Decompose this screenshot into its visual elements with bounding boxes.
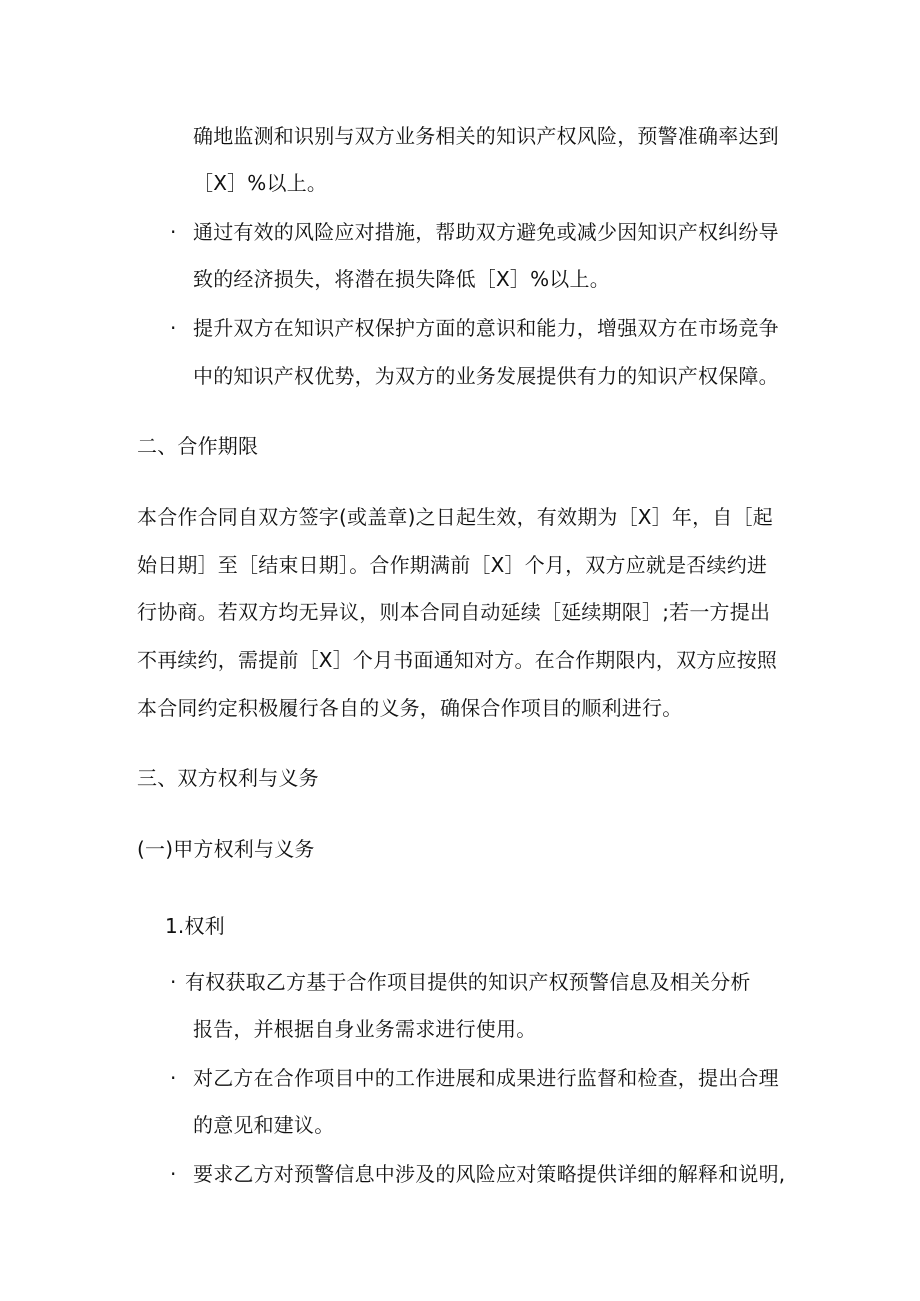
section-3-heading: 三、双方权利与义务 bbox=[137, 766, 319, 790]
section-2-heading: 二、合作期限 bbox=[137, 434, 259, 458]
section-2-paragraph-line-1: 本合作合同自双方签字(或盖章)之日起生效，有效期为［X］年，自［起 bbox=[137, 505, 773, 529]
bullet-marker: · bbox=[170, 1066, 177, 1090]
section-2-paragraph-line-3: 行协商。若双方均无异议，则本合同自动延续［延续期限］;若一方提出 bbox=[137, 600, 771, 624]
rights-item-3-line-1: 要求乙方对预警信息中涉及的风险应对策略提供详细的解释和说明, bbox=[193, 1162, 786, 1186]
bullet-marker: · bbox=[170, 970, 177, 994]
bullet-3-line-2: 中的知识产权优势，为双方的业务发展提供有力的知识产权保障。 bbox=[193, 364, 779, 388]
rights-item-2-line-1: 对乙方在合作项目中的工作进展和成果进行监督和检查，提出合理 bbox=[193, 1066, 779, 1090]
bullet-marker: · bbox=[170, 220, 177, 244]
section-2-paragraph-line-5: 本合同约定积极履行各自的义务，确保合作项目的顺利进行。 bbox=[137, 696, 683, 720]
sub-subsection-heading: 1.权利 bbox=[165, 914, 225, 938]
rights-item-1-line-2: 报告，并根据自身业务需求进行使用。 bbox=[193, 1017, 537, 1041]
section-2-paragraph-line-4: 不再续约，需提前［X］个月书面通知对方。在合作期限内，双方应按照 bbox=[137, 648, 778, 672]
bullet-3-line-1: 提升双方在知识产权保护方面的意识和能力，增强双方在市场竞争 bbox=[193, 316, 779, 340]
section-2-paragraph-line-2: 始日期］至［结束日期］。合作期满前［X］个月，双方应就是否续约进 bbox=[137, 553, 768, 577]
subsection-heading: (一)甲方权利与义务 bbox=[137, 837, 315, 861]
rights-item-2-line-2: 的意见和建议。 bbox=[193, 1113, 335, 1137]
bullet-2-line-1: 通过有效的风险应对措施，帮助双方避免或减少因知识产权纠纷导 bbox=[193, 220, 779, 244]
bullet-2-line-2: 致的经济损失，将潜在损失降低［X］%以上。 bbox=[193, 267, 610, 291]
bullet-marker: · bbox=[170, 316, 177, 340]
rights-item-1-line-1: 有权获取乙方基于合作项目提供的知识产权预警信息及相关分析 bbox=[185, 970, 751, 994]
bullet-marker: · bbox=[170, 1162, 177, 1186]
bullet-1-continuation-line-2: ［X］%以上。 bbox=[193, 171, 328, 195]
bullet-1-continuation-line-1: 确地监测和识别与双方业务相关的知识产权风险，预警准确率达到 bbox=[193, 124, 779, 148]
